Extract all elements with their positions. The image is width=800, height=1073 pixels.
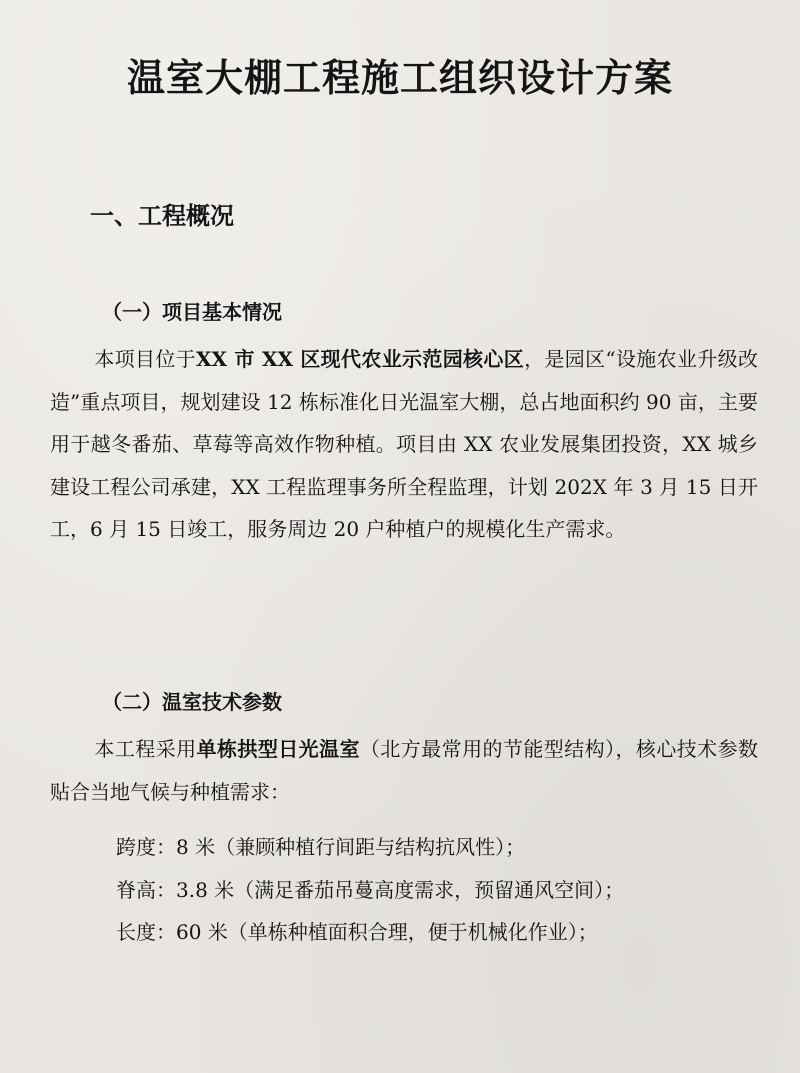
paragraph-body-text: （北方最常用的节能型结构），核心技术参数贴合当地气候与种植需求： bbox=[50, 737, 759, 804]
paragraph-tech-params bbox=[50, 728, 758, 813]
paragraph-basic-info bbox=[50, 338, 758, 551]
param-ridge-height: 脊高：3.8 米（满足番茄吊蔓高度需求，预留通风空间）； bbox=[116, 877, 625, 902]
subsection-heading-tech-params: （二）温室技术参数 bbox=[102, 690, 282, 714]
paragraph-intro-text: 本项目位于 bbox=[94, 347, 197, 371]
paragraph-intro-text: 本工程采用 bbox=[94, 737, 197, 761]
paragraph-body-text: ，是园区“设施农业升级改造”重点项目，规划建设 12 栋标准化日光温室大棚，总占地面积约 90 亩，主要用于越冬番茄、草莓等高效作物种植。项目由 XX 农业发展集团投资，XX 城乡建设工程公司承建，XX 工程监理事务所全程监理，计划 202X 年 3 月 15 日开工，6 月 15 日竣工，服务周边 20 户种植户的规模化生产需求。 bbox=[50, 347, 758, 541]
section-heading-overview: 一、工程概况 bbox=[90, 202, 234, 230]
project-location: XX 市 XX 区现代农业示范园核心区 bbox=[196, 347, 525, 371]
param-length: 长度：60 米（单栋种植面积合理，便于机械化作业）； bbox=[116, 920, 598, 944]
document-title: 温室大棚工程施工组织设计方案 bbox=[126, 56, 673, 100]
tech-params-list bbox=[116, 826, 624, 954]
param-span: 跨度：8 米（兼顾种植行间距与结构抗风性）； bbox=[116, 835, 526, 859]
subsection-heading-basic-info: （一）项目基本情况 bbox=[102, 300, 282, 324]
greenhouse-type: 单栋拱型日光温室 bbox=[196, 737, 360, 761]
